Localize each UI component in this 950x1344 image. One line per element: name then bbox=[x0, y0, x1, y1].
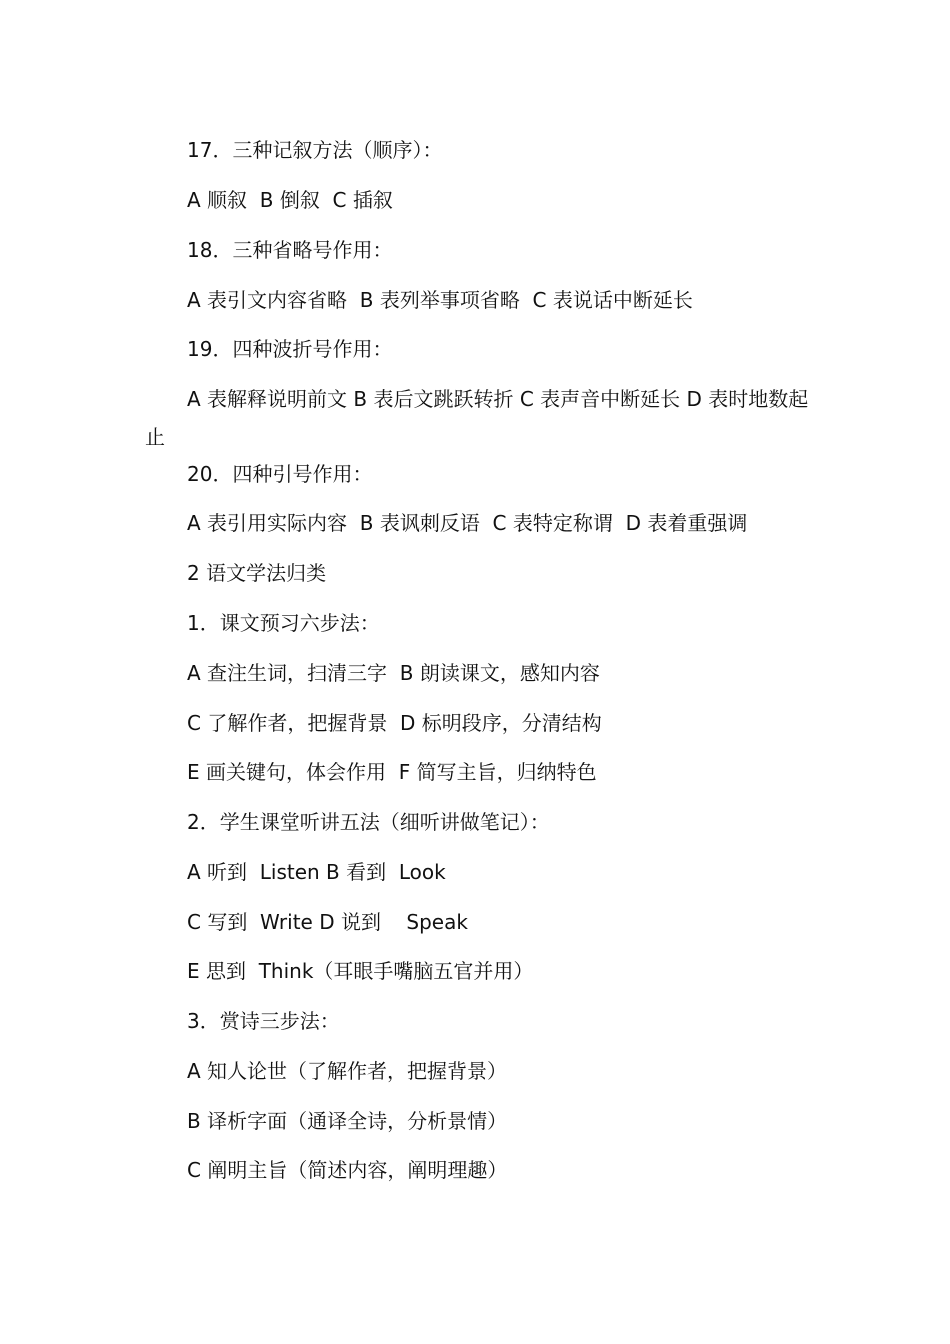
heading-1: 1．课文预习六步法： bbox=[187, 611, 380, 635]
text-line: C 了解作者，把握背景 D 标明段序，分清结构 bbox=[187, 711, 602, 735]
text-line: E 画关键句，体会作用 F 简写主旨，归纳特色 bbox=[187, 760, 597, 784]
text-line: A 表引文内容省略 B 表列举事项省略 C 表说话中断延长 bbox=[187, 288, 693, 312]
text-line: E 思到 Think（耳眼手嘴脑五官并用） bbox=[187, 959, 534, 983]
heading-3: 3．赏诗三步法： bbox=[187, 1009, 340, 1033]
heading-20: 20．四种引号作用： bbox=[187, 462, 373, 486]
text-line: A 顺叙 B 倒叙 C 插叙 bbox=[187, 188, 393, 212]
heading-19: 19．四种波折号作用： bbox=[187, 337, 393, 361]
heading-17: 17．三种记叙方法（顺序）： bbox=[187, 138, 443, 162]
heading-2: 2．学生课堂听讲五法（细听讲做笔记）： bbox=[187, 810, 550, 834]
text-line: A 表引用实际内容 B 表讽刺反语 C 表特定称谓 D 表着重强调 bbox=[187, 511, 748, 535]
text-paragraph: A 表解释说明前文 B 表后文跳跃转折 C 表声音中断延长 D 表时地数起止 bbox=[145, 387, 809, 449]
text-line: C 写到 Write D 说到 Speak bbox=[187, 910, 468, 934]
text-line: A 知人论世（了解作者，把握背景） bbox=[187, 1059, 508, 1083]
section-title: 2 语文学法归类 bbox=[187, 561, 327, 585]
text-line: C 阐明主旨（简述内容，阐明理趣） bbox=[187, 1158, 508, 1182]
text-line: A 查注生词，扫清三字 B 朗读课文，感知内容 bbox=[187, 661, 600, 685]
text-line: B 译析字面（通译全诗，分析景情） bbox=[187, 1109, 508, 1133]
heading-18: 18．三种省略号作用： bbox=[187, 238, 393, 262]
text-line: A 听到 Listen B 看到 Look bbox=[187, 860, 446, 884]
